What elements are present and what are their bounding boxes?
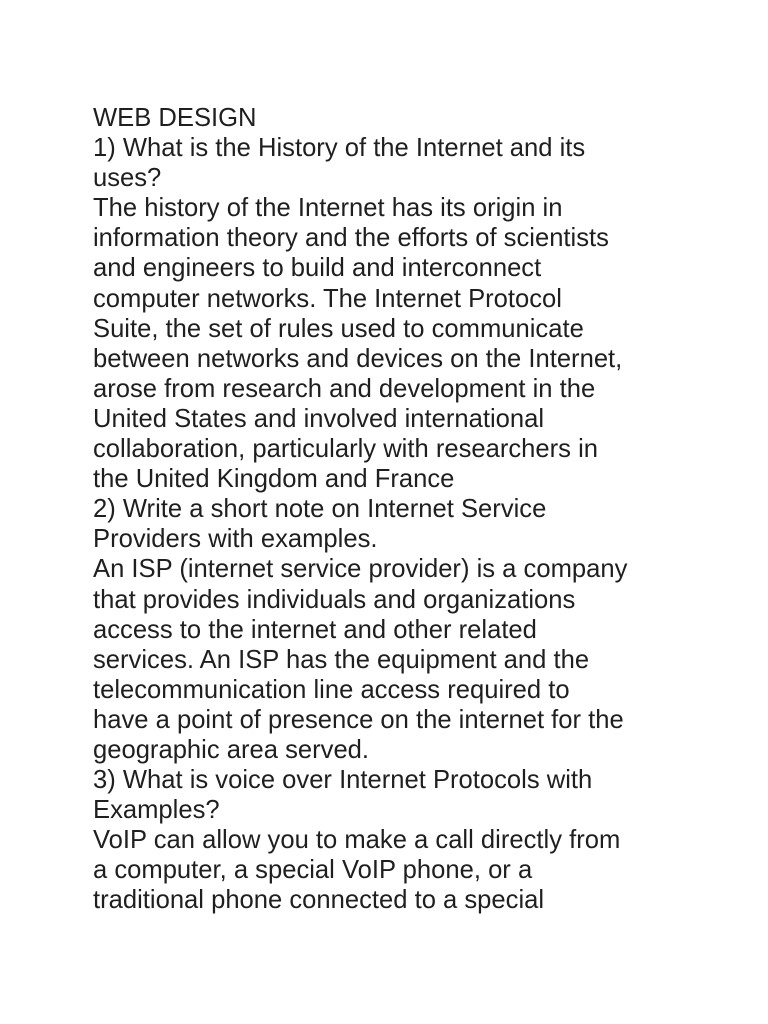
answer-line: a computer, a special VoIP phone, or a: [93, 856, 533, 885]
question-3: [93, 765, 693, 825]
answer-2: [93, 554, 693, 765]
document-page: [93, 103, 693, 916]
answer-line: United States and involved international: [93, 404, 545, 433]
answer-line: Suite, the set of rules used to communicate: [93, 314, 584, 343]
answer-line: that provides individuals and organizations: [93, 585, 576, 614]
question-2: [93, 494, 693, 554]
answer-line: information theory and the efforts of scientists: [93, 224, 609, 253]
answer-line: The history of the Internet has its origin in: [93, 194, 563, 223]
question-line: 1) What is the History of the Internet and its: [93, 134, 586, 163]
question-line: uses?: [93, 164, 162, 193]
answer-line: traditional phone connected to a special: [93, 886, 545, 915]
answer-1: [93, 193, 693, 494]
answer-line: computer networks. The Internet Protocol: [93, 284, 562, 313]
answer-line: An ISP (internet service provider) is a company: [93, 555, 628, 584]
answer-line: have a point of presence on the internet for the: [93, 705, 624, 734]
question-1: [93, 133, 693, 193]
answer-3: [93, 825, 693, 915]
answer-line: telecommunication line access required to: [93, 675, 570, 704]
answer-line: collaboration, particularly with researchers in: [93, 435, 598, 464]
answer-line: geographic area served.: [93, 735, 370, 764]
answer-line: access to the internet and other related: [93, 615, 537, 644]
document-title: WEB DESIGN: [93, 104, 257, 132]
question-line: 3) What is voice over Internet Protocols with: [93, 766, 593, 795]
section-2: [93, 494, 693, 765]
answer-line: services. An ISP has the equipment and the: [93, 645, 590, 674]
answer-line: arose from research and development in the: [93, 374, 596, 403]
question-line: 2) Write a short note on Internet Service: [93, 495, 547, 524]
answer-line: between networks and devices on the Internet,: [93, 344, 623, 373]
section-3: [93, 765, 693, 915]
answer-line: the United Kingdom and France: [93, 465, 455, 494]
section-1: [93, 133, 693, 494]
question-line: Examples?: [93, 796, 220, 825]
answer-line: VoIP can allow you to make a call directly from: [93, 826, 621, 855]
answer-line: and engineers to build and interconnect: [93, 254, 542, 283]
question-line: Providers with examples.: [93, 525, 378, 554]
